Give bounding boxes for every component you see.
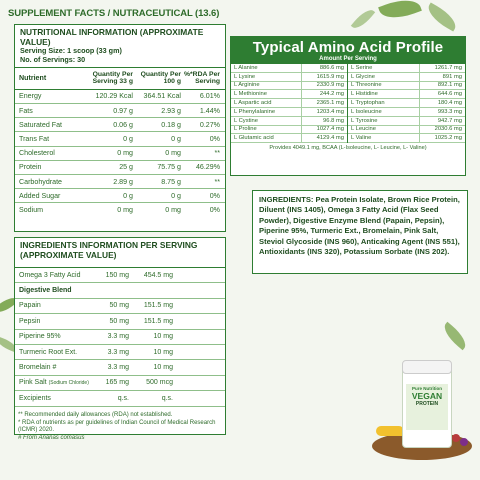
table-row xyxy=(15,175,225,189)
pink-salt-name: Pink Salt xyxy=(19,379,47,387)
table-row xyxy=(15,147,225,161)
table-row xyxy=(15,118,225,132)
leaf-decoration-top-right xyxy=(378,0,422,24)
amino-name: L Glutamic acid xyxy=(234,134,302,142)
amino-header xyxy=(231,37,465,64)
nutrient-rda: ** xyxy=(214,149,220,158)
ingredients-info-table xyxy=(14,237,226,435)
ingredient-serving: 3.3 mg xyxy=(107,348,129,356)
amino-value: 244.2 mg xyxy=(319,91,344,98)
amino-value: 4129.4 mg xyxy=(316,135,344,142)
amino-name: L Histidine xyxy=(351,90,420,98)
nutrient-per100: 0 mg xyxy=(165,149,181,158)
ingredient-name: Bromelain # xyxy=(19,364,57,372)
table-row xyxy=(15,161,225,175)
leaf-decoration-top-right-3 xyxy=(351,6,375,32)
table-row xyxy=(15,391,225,406)
table-row xyxy=(15,330,225,345)
amino-name: L Threonine xyxy=(351,82,420,90)
ingredient-per100: 500 mcg xyxy=(146,379,173,387)
nutrient-name: Saturated Fat xyxy=(19,120,62,129)
nutrient-serving: 120.29 Kcal xyxy=(95,92,133,101)
amino-value: 2365.1 mg xyxy=(316,100,344,107)
table-row xyxy=(15,268,225,283)
ingredient-per100: 10 mg xyxy=(153,333,173,341)
amino-value: 180.4 mg xyxy=(437,100,462,107)
nutrient-per100: 2.93 g xyxy=(161,106,181,115)
ingredient-per100: q.s. xyxy=(161,394,173,402)
amino-row xyxy=(348,82,465,91)
ingredient-name xyxy=(15,379,95,386)
nutrient-per100: 0.18 g xyxy=(161,120,181,129)
nutrition-column-headers xyxy=(15,68,225,90)
amino-value: 891 mg xyxy=(442,73,462,80)
ingredient-name: Excipients xyxy=(19,394,51,402)
servings-count: No. of Servings: 30 xyxy=(20,54,86,64)
nutrient-serving: 25 g xyxy=(119,163,133,172)
serving-size: Serving Size: 1 scoop (33 gm) xyxy=(20,46,122,56)
amino-value: 1025.2 mg xyxy=(434,135,462,142)
leaf-decoration-top-right-2 xyxy=(424,2,460,31)
nutrition-table xyxy=(14,24,226,232)
nutrient-serving: 0 g xyxy=(123,135,133,144)
berry-decoration xyxy=(460,438,468,446)
table-row xyxy=(15,90,225,104)
table-row xyxy=(15,132,225,146)
amino-name: L Arginine xyxy=(234,82,302,90)
bcaa-provides-note: Provides 4049.1 mg, BCAA (L-Isoleucine, L- Leucine, L- Valine) xyxy=(269,145,427,152)
table-row xyxy=(15,376,225,391)
nutrient-rda: 46.29% xyxy=(195,163,220,172)
banana-decoration xyxy=(376,426,404,436)
amino-name: L Phenylalanine xyxy=(234,108,302,116)
nutrient-serving: 2.89 g xyxy=(113,177,133,186)
nutrient-serving: 0 mg xyxy=(117,206,133,215)
nutrition-title: NUTRITIONAL INFORMATION (APPROXIMATE VALUE) xyxy=(20,27,204,47)
nutrient-per100: 8.75 g xyxy=(161,177,181,186)
amino-name: L Aspartic acid xyxy=(234,99,302,107)
ingredient-name: Omega 3 Fatty Acid xyxy=(19,271,81,279)
nutrient-name: Carbohydrate xyxy=(19,177,62,186)
table-row xyxy=(15,345,225,360)
ingredient-serving: 165 mg xyxy=(105,379,129,387)
nutrient-name: Protein xyxy=(19,163,42,172)
amino-value: 2330.9 mg xyxy=(316,82,344,89)
amino-value: 1615.9 mg xyxy=(316,73,344,80)
amino-value: 892.1 mg xyxy=(437,82,462,89)
nutrient-rda: 0% xyxy=(209,206,220,215)
amino-row xyxy=(231,90,347,99)
amino-value: 942.7 mg xyxy=(437,117,462,124)
product-vegan-text: VEGAN xyxy=(411,391,443,401)
amino-value: 96.8 mg xyxy=(323,117,344,124)
amino-row xyxy=(231,64,347,73)
amino-name: L Tryptophan xyxy=(351,99,420,107)
product-image xyxy=(372,360,472,475)
ingredient-serving: 3.3 mg xyxy=(107,333,129,341)
nutrient-per100: 0 mg xyxy=(165,206,181,215)
footnote-icmr: * RDA of nutrients as per guidelines of Indian Council of Medical Research (ICMR) 2020. xyxy=(18,419,216,433)
nutrient-rda: 0% xyxy=(209,135,220,144)
nutrient-per100: 0 g xyxy=(171,191,181,200)
pink-salt-note: (Sodium Chloride) xyxy=(48,380,89,387)
ingredient-serving: 50 mg xyxy=(109,317,129,325)
amino-row xyxy=(348,117,465,126)
amino-row xyxy=(348,126,465,135)
header-nutrient: Nutrient xyxy=(19,74,47,83)
amino-value: 886.6 mg xyxy=(319,64,344,71)
nutrient-serving: 0.97 g xyxy=(113,106,133,115)
amino-row xyxy=(231,117,347,126)
amino-row xyxy=(231,126,347,135)
amino-row xyxy=(348,73,465,82)
amino-name: L Methionine xyxy=(234,90,302,98)
nutrient-per100: 364.51 Kcal xyxy=(143,92,181,101)
amino-name: L Alanine xyxy=(234,64,302,72)
amino-name: L Tyrosine xyxy=(351,117,420,125)
nutrient-serving: 0 g xyxy=(123,191,133,200)
amino-grid xyxy=(231,64,465,143)
ingredient-per100: 10 mg xyxy=(153,364,173,372)
nutrition-header xyxy=(15,25,225,68)
amino-column-right xyxy=(348,64,465,143)
digestive-blend-label: Digestive Blend xyxy=(19,287,72,295)
ingredient-name: Papain xyxy=(19,302,41,310)
amino-row xyxy=(348,134,465,143)
ingredient-per100: 10 mg xyxy=(153,348,173,356)
header-qty-100g: Quantity Per 100 g xyxy=(140,71,181,86)
nutrient-serving: 0.06 g xyxy=(113,120,133,129)
footnote-bromelain-source: # From Ananas comasus xyxy=(18,434,85,441)
amino-acid-profile xyxy=(230,36,466,176)
amino-name: L Serine xyxy=(351,64,420,72)
table-row xyxy=(15,203,225,217)
ingredient-serving: q.s. xyxy=(117,394,129,402)
nutrient-name: Fats xyxy=(19,106,33,115)
ingredient-name: Turmeric Root Ext. xyxy=(19,348,78,356)
amino-name: L Proline xyxy=(234,126,302,134)
amino-subtitle: Amount Per Serving xyxy=(319,56,377,62)
table-row xyxy=(15,299,225,314)
amino-name: L Glycine xyxy=(351,73,420,81)
nutrient-per100: 0 g xyxy=(171,135,181,144)
nutrient-per100: 75.75 g xyxy=(157,163,181,172)
ingredient-per100: 151.5 mg xyxy=(143,317,173,325)
amino-row xyxy=(348,99,465,108)
ingredient-per100: 151.5 mg xyxy=(143,302,173,310)
ingredient-serving: 50 mg xyxy=(109,302,129,310)
product-brand: Pure Nutrition xyxy=(412,386,442,391)
amino-row xyxy=(231,108,347,117)
table-row xyxy=(15,360,225,375)
ingredient-name: Pepsin xyxy=(19,317,41,325)
header-qty-serving: Quantity Per Serving 33 g xyxy=(92,71,133,86)
nutrient-name: Energy xyxy=(19,92,42,101)
nutrient-name: Cholesterol xyxy=(19,149,55,158)
amino-value: 1261.7 mg xyxy=(434,64,462,71)
berry-decoration xyxy=(452,434,460,442)
amino-row xyxy=(231,82,347,91)
nutrient-name: Added Sugar xyxy=(19,191,61,200)
table-row xyxy=(15,189,225,203)
nutrient-serving: 0 mg xyxy=(117,149,133,158)
ingredients-list: INGREDIENTS: Pea Protein Isolate, Brown Rice Protein, Diluent (INS 1405), Omega 3 Fatty Acid (Flax Seed Powder), Digestive Enzyme Blend (Papain, Pepsin), Piperine 95%, Turmeric Ext., Bromelain, Pink Salt, Steviol Glycoside (INS 960), Anticaking Agent (INS 551), Antioxidants (INS 320), Potassium Sorbate (INS 202). xyxy=(252,190,468,274)
amino-name: L Isoleucine xyxy=(351,108,420,116)
nutrient-rda: 0.27% xyxy=(199,120,220,129)
nutrient-rda: 0% xyxy=(209,191,220,200)
amino-name: L Leucine xyxy=(351,126,420,134)
product-protein-text: PROTEIN xyxy=(415,401,439,407)
amino-row xyxy=(348,64,465,73)
nutrient-rda: 1.44% xyxy=(199,106,220,115)
page-title: SUPPLEMENT FACTS / NUTRACEUTICAL (13.6) xyxy=(8,8,220,19)
amino-value: 1027.4 mg xyxy=(316,126,344,133)
amino-name: L Cystine xyxy=(234,117,302,125)
ingredient-serving: 3.3 mg xyxy=(107,364,129,372)
ingredient-serving: 150 mg xyxy=(105,271,129,279)
digestive-blend-label-row xyxy=(15,283,225,298)
nutrient-rda: ** xyxy=(214,177,220,186)
nutrient-rda: 6.01% xyxy=(199,92,220,101)
amino-value: 644.6 mg xyxy=(437,91,462,98)
nutrient-name: Sodium xyxy=(19,206,44,215)
amino-value: 2030.6 mg xyxy=(434,126,462,133)
table-row xyxy=(15,104,225,118)
header-rda: %*RDA Per Serving xyxy=(183,71,220,86)
amino-value: 993.3 mg xyxy=(437,108,462,115)
product-label xyxy=(406,384,448,430)
table-row xyxy=(15,314,225,329)
footnote-rda-not-established: ** Recommended daily allowances (RDA) not established. xyxy=(18,412,173,418)
amino-row xyxy=(231,99,347,108)
amino-row xyxy=(348,108,465,117)
ingredient-name: Piperine 95% xyxy=(19,333,61,341)
ingredient-per100: 454.5 mg xyxy=(143,271,173,279)
footnotes xyxy=(18,412,218,442)
amino-value: 1203.4 mg xyxy=(316,108,344,115)
amino-name: L Valine xyxy=(351,134,420,142)
leaf-decoration-bottom-right xyxy=(440,322,471,350)
amino-name: L Lysine xyxy=(234,73,302,81)
amino-row xyxy=(348,90,465,99)
nutrient-name: Trans Fat xyxy=(19,135,50,144)
ingredients-info-title: INGREDIENTS INFORMATION PER SERVING (APPROXIMATE VALUE) xyxy=(15,238,225,268)
amino-column-left xyxy=(231,64,348,143)
amino-row xyxy=(231,73,347,82)
product-jar-lid xyxy=(402,360,452,374)
amino-title: Typical Amino Acid Profile xyxy=(252,39,444,56)
amino-row xyxy=(231,134,347,143)
